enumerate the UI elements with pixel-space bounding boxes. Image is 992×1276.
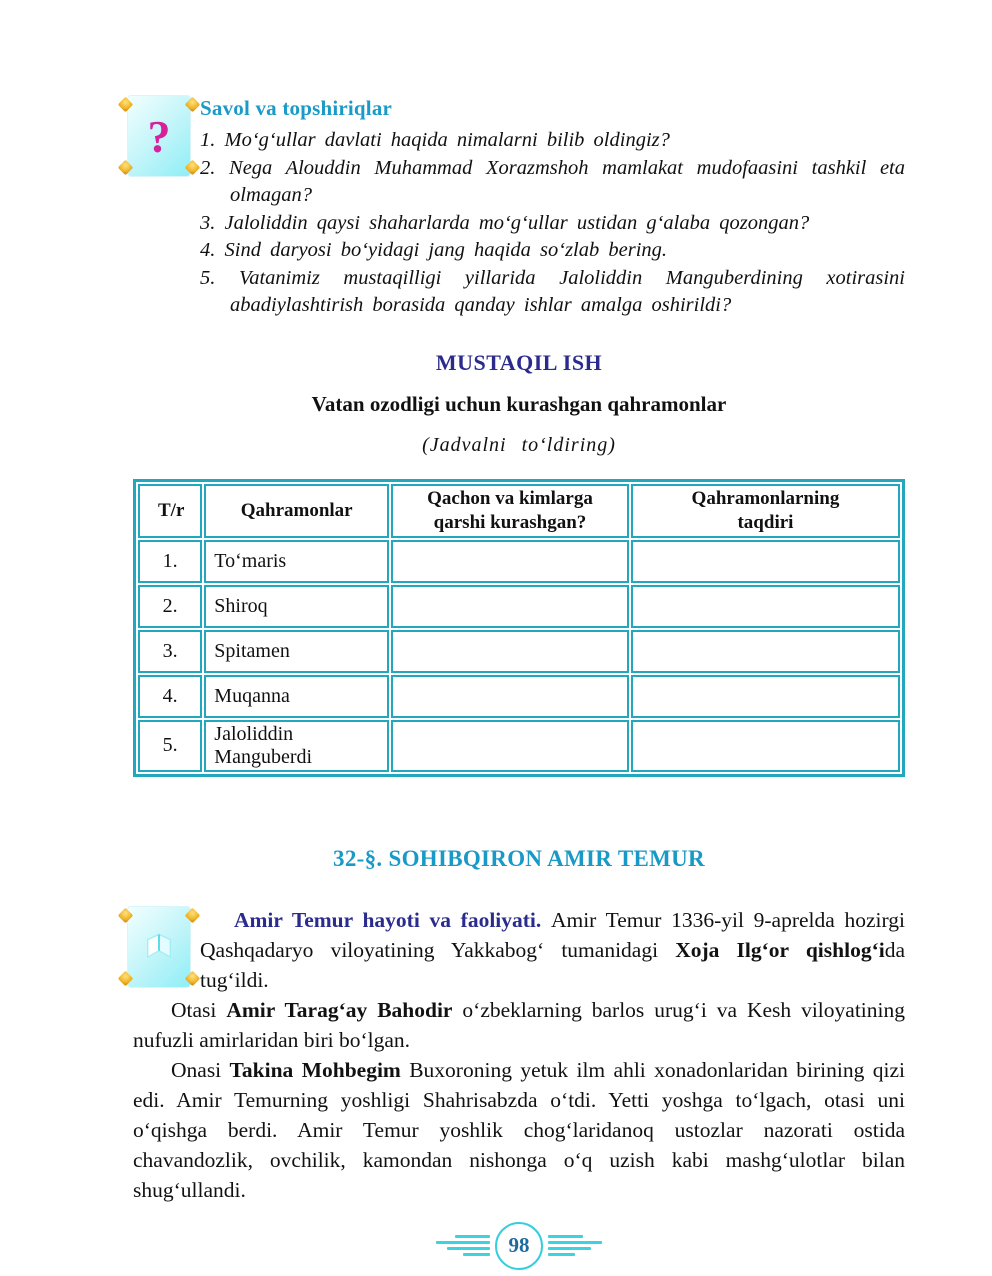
mustaqil-ish-heading: MUSTAQIL ISH: [435, 349, 603, 375]
cell-hero-name: Jaloliddin Manguberdi: [204, 720, 389, 772]
question-number: 5.: [200, 266, 239, 289]
ornament-wing-left: [436, 1235, 490, 1256]
open-book-icon: [139, 927, 179, 967]
cell-hero-name: Spitamen: [204, 630, 389, 673]
heroes-subtitle: Vatan ozodligi uchun kurashgan qahramonlar: [311, 391, 727, 416]
cell-empty: [631, 585, 900, 628]
fill-table-note: (Jadvalni to‘ldiring): [422, 433, 616, 456]
cell-empty: [391, 675, 629, 718]
paragraph-text: [133, 995, 905, 1055]
table-header-cell: T/r: [138, 484, 202, 538]
page-number-circle: [495, 1222, 543, 1270]
cell-empty: [391, 630, 629, 673]
question-item: [200, 237, 905, 265]
question-scroll-icon: [128, 96, 190, 176]
cell-empty: [631, 630, 900, 673]
table-row: [138, 675, 900, 718]
page-number: 98: [508, 1233, 530, 1257]
question-item: [200, 210, 905, 238]
cell-empty: [391, 585, 629, 628]
cell-empty: [391, 720, 629, 772]
ornament-wing-right: [548, 1235, 602, 1256]
footer-ornament: [133, 1222, 905, 1270]
question-mark-icon: ?: [147, 110, 171, 162]
question-text: Vatanimiz mustaqilligi yillarida Jaloliddin Manguberdining xotirasini abadiylashtirish borasida qanday ishlar amalga oshirildi?: [230, 266, 906, 316]
cell-empty: [631, 720, 900, 772]
question-text: Jaloliddin qaysi shaharlarda mo‘g‘ullar ustidan g‘alaba qozongan?: [224, 211, 810, 234]
table-row: [138, 720, 900, 772]
text-run-bold: Takina Mohbegim: [229, 1057, 401, 1082]
cell-number: 3.: [138, 630, 202, 673]
table-header-cell: Qachon va kimlarga qarshi kurashgan?: [391, 484, 629, 538]
table-header-cell: Qahramonlar: [204, 484, 389, 538]
text-run-bold: Xoja Ilg‘or qishlog‘i: [675, 937, 885, 962]
table-row: [138, 540, 900, 583]
text-run: o‘zbeklarning barlos urug‘i va Kesh viloyatining nufuzli amirlaridan biri bo‘lgan.: [133, 997, 905, 1052]
question-number: 3.: [200, 211, 225, 234]
text-run-lead: Amir Temur hayoti va faoliyati.: [234, 907, 551, 932]
text-run-bold: Amir Tarag‘ay Bahodir: [226, 997, 453, 1022]
questions-section: [147, 96, 906, 320]
questions-title: Savol va topshiriqlar: [200, 96, 393, 120]
table-header-cell: Qahramonlarning taqdiri: [631, 484, 900, 538]
table-row: [138, 630, 900, 673]
cell-empty: [391, 540, 629, 583]
text-run: Amir Temur 1336-yil 9-aprelda hozirgi Qashqadaryo viloyatining Yakkabog‘ tumanidagi: [200, 907, 906, 962]
text-run: da tug‘ildi.: [200, 937, 905, 992]
text-run: Buxoroning yetuk ilm ahli xonadonlaridan birining qizi edi. Amir Temurning yoshligi Shahrisabzda o‘tdi. Yetti yoshga to‘lgach, otasi uni o‘qishga berdi. Amir Temur yoshlik chog‘laridanoq ustozlar nazorati ostida chavandozlik, ovchilik, kamondan nishonga o‘q uzish kabi mashg‘ulotlar bilan shug‘ullandi.: [133, 1057, 905, 1202]
question-item: [200, 265, 905, 320]
question-text: Sind daryosi bo‘yidagi jang haqida so‘zlab bering.: [224, 239, 668, 261]
question-text: Mo‘g‘ullar davlati haqida nimalarni bilib oldingiz?: [224, 129, 670, 151]
cell-empty: [631, 540, 900, 583]
table-body: [138, 540, 900, 772]
section-heading: 32-§. SOHIBQIRON AMIR TEMUR: [333, 845, 705, 871]
cell-hero-name: Muqanna: [204, 675, 389, 718]
table-header-row: [138, 484, 900, 538]
question-item: [200, 127, 905, 155]
heroes-table: [133, 479, 905, 777]
table-row: [138, 585, 900, 628]
text-run: Onasi: [171, 1057, 230, 1082]
amir-temur-lead-paragraph: [200, 905, 905, 995]
question-item: [200, 155, 905, 210]
questions-list: [200, 127, 905, 320]
question-number: 4.: [200, 239, 225, 261]
paragraph-text: [200, 905, 905, 995]
question-number: 1.: [200, 129, 225, 151]
book-scroll-icon: [128, 907, 190, 987]
question-text: Nega Alouddin Muhammad Xorazmshoh mamlakat mudofaasini tashkil eta olmagan?: [229, 156, 906, 206]
cell-hero-name: Shiroq: [204, 585, 389, 628]
cell-number: 4.: [138, 675, 202, 718]
cell-number: 5.: [138, 720, 202, 772]
paragraph-text: [133, 1055, 905, 1205]
cell-number: 2.: [138, 585, 202, 628]
cell-number: 1.: [138, 540, 202, 583]
cell-empty: [631, 675, 900, 718]
question-number: 2.: [200, 156, 230, 179]
text-run: Otasi: [171, 997, 227, 1022]
cell-hero-name: To‘maris: [204, 540, 389, 583]
